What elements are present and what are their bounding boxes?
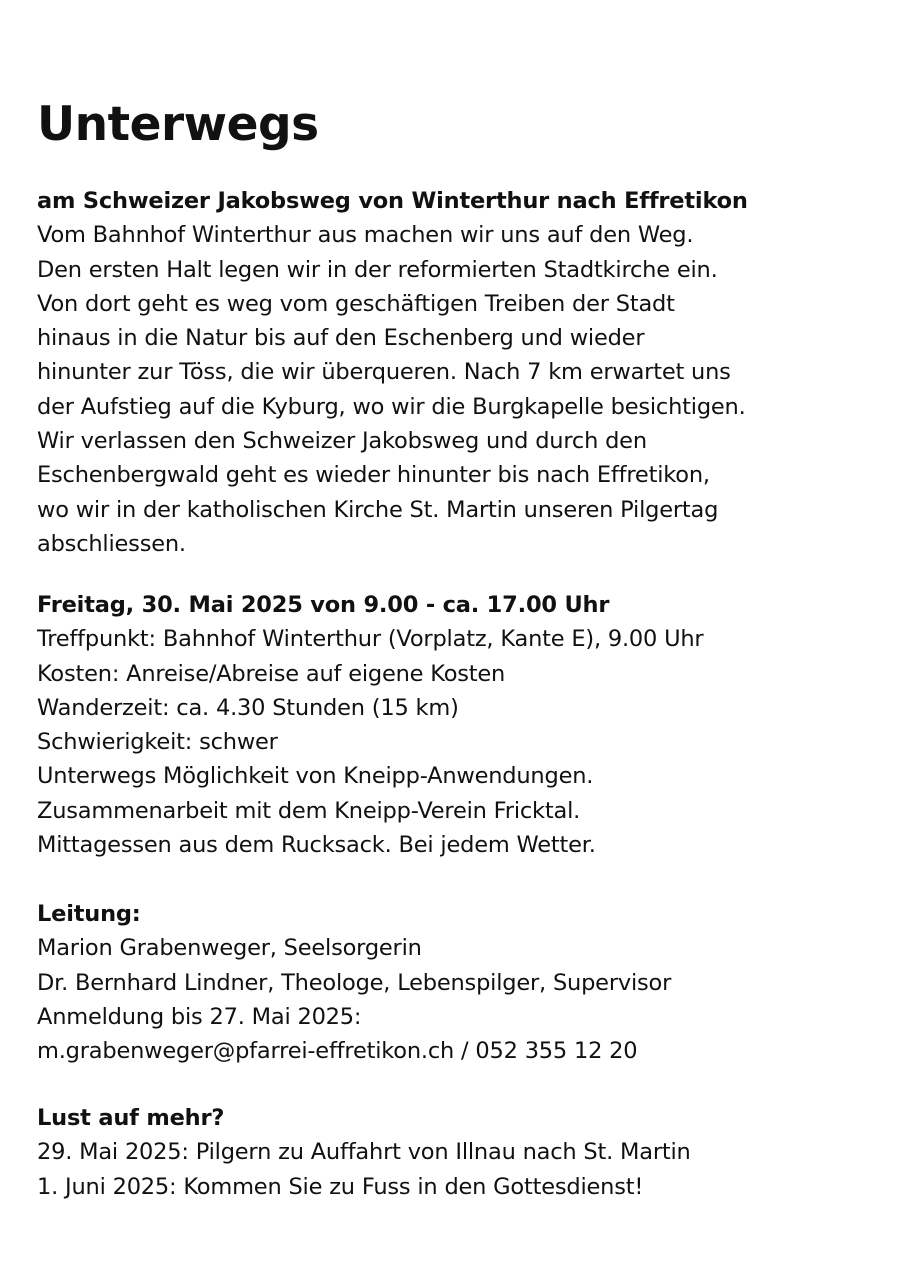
leader-name: Dr. Bernhard Lindner, Theologe, Lebenspilger, Supervisor [37, 969, 672, 996]
intro-section [37, 184, 887, 561]
event-date-heading: Freitag, 30. Mai 2025 von 9.00 - ca. 17.00 Uhr [37, 592, 610, 618]
more-events-heading: Lust auf mehr? [37, 1105, 225, 1131]
leadership-heading: Leitung: [37, 901, 141, 927]
intro-line: Eschenbergwald geht es wieder hinunter bis nach Effretikon, [37, 462, 710, 489]
event-difficulty: Schwierigkeit: schwer [37, 729, 278, 756]
intro-line: der Aufstieg auf die Kyburg, wo wir die Burgkapelle besichtigen. [37, 393, 746, 420]
page-title: Unterwegs [37, 97, 319, 152]
more-event-item: 1. Juni 2025: Kommen Sie zu Fuss in den Gottesdienst! [37, 1173, 644, 1200]
event-detail-line: Zusammenarbeit mit dem Kneipp-Verein Fricktal. [37, 797, 581, 824]
more-events-section [37, 1101, 887, 1204]
event-detail-line: Mittagessen aus dem Rucksack. Bei jedem Wetter. [37, 832, 596, 859]
intro-line: abschliessen. [37, 530, 186, 557]
intro-line: Den ersten Halt legen wir in der reformierten Stadtkirche ein. [37, 256, 718, 283]
intro-line: hinunter zur Töss, die wir überqueren. Nach 7 km erwartet uns [37, 359, 731, 386]
event-walking-time: Wanderzeit: ca. 4.30 Stunden (15 km) [37, 694, 459, 721]
intro-line: wo wir in der katholischen Kirche St. Martin unseren Pilgertag [37, 496, 719, 523]
intro-line: Von dort geht es weg vom geschäftigen Treiben der Stadt [37, 290, 675, 317]
leadership-section [37, 897, 887, 1068]
registration-deadline: Anmeldung bis 27. Mai 2025: [37, 1003, 362, 1030]
intro-line: Wir verlassen den Schweizer Jakobsweg und durch den [37, 428, 647, 455]
intro-line: hinaus in die Natur bis auf den Eschenberg und wieder [37, 325, 645, 352]
more-event-item: 29. Mai 2025: Pilgern zu Auffahrt von Illnau nach St. Martin [37, 1139, 691, 1166]
intro-subtitle: am Schweizer Jakobsweg von Winterthur nach Effretikon [37, 188, 748, 214]
registration-contact: m.grabenweger@pfarrei-effretikon.ch / 052 355 12 20 [37, 1038, 638, 1065]
event-meeting-point: Treffpunkt: Bahnhof Winterthur (Vorplatz, Kante E), 9.00 Uhr [37, 626, 704, 653]
event-details-section [37, 588, 887, 862]
event-detail-line: Unterwegs Möglichkeit von Kneipp-Anwendungen. [37, 763, 594, 790]
event-costs: Kosten: Anreise/Abreise auf eigene Kosten [37, 660, 506, 687]
intro-line: Vom Bahnhof Winterthur aus machen wir uns auf den Weg. [37, 222, 694, 249]
leader-name: Marion Grabenweger, Seelsorgerin [37, 935, 422, 962]
